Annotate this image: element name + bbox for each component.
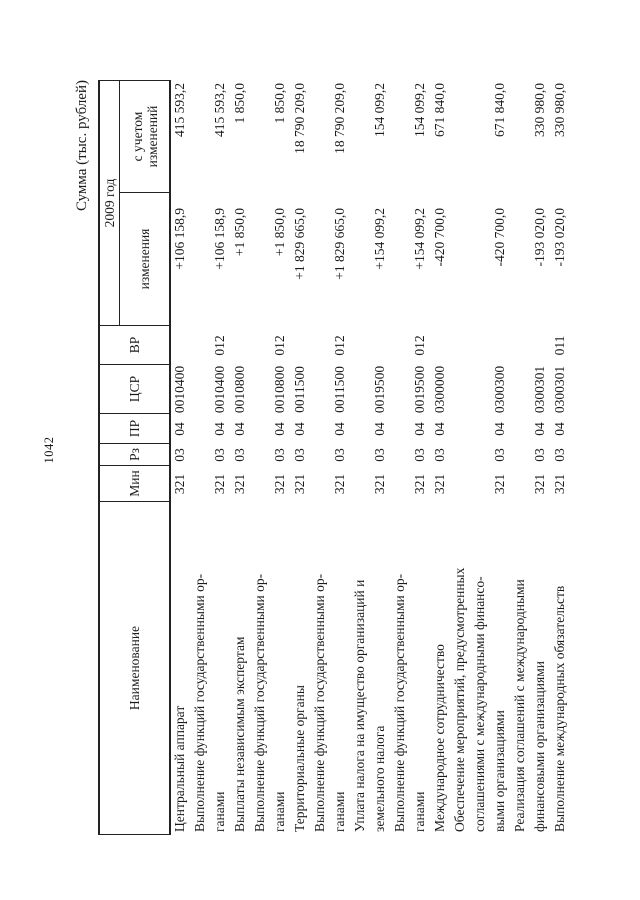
cell-vr: 012	[272, 335, 287, 356]
cell-min: 321	[552, 473, 567, 495]
cell-csr: 0010400	[212, 365, 227, 414]
header-cell-pr: ПР	[100, 414, 169, 444]
row-name-line: Реализация соглашений с международными	[512, 579, 527, 832]
table-row	[390, 80, 430, 835]
cell-min: 321	[232, 473, 247, 495]
cell-changes: +106 158,9	[172, 208, 187, 270]
cell-changes: -193 020,0	[552, 208, 567, 267]
table-row	[290, 80, 310, 835]
cell-pr: 04	[292, 422, 307, 436]
cell-pr: 04	[372, 422, 387, 436]
cell-vr: 012	[212, 335, 227, 356]
cell-min: 321	[172, 473, 187, 495]
page-number: 1042	[42, 436, 56, 464]
cell-with-changes: 330 980,0	[552, 83, 567, 137]
cell-csr: 0010800	[272, 365, 287, 414]
row-name-line: земельного налога	[372, 725, 387, 832]
cell-with-changes: 1 850,0	[272, 83, 287, 124]
cell-pr: 04	[272, 422, 287, 436]
header-cell-with-changes: с учетом изменений	[120, 80, 169, 193]
row-name-line: ганами	[412, 791, 427, 832]
row-name-line: Уплата налога на имущество организаций и	[352, 579, 367, 832]
cell-with-changes: 18 790 209,0	[292, 83, 307, 154]
row-name-line: Выплаты независимым экспертам	[232, 636, 247, 832]
header-cell-changes: изменения	[120, 193, 169, 326]
cell-rz: 03	[232, 448, 247, 462]
cell-csr: 0010400	[172, 365, 187, 414]
cell-csr: 0011500	[292, 366, 307, 413]
cell-min: 321	[492, 473, 507, 495]
table-row	[350, 80, 390, 835]
header-cell-csr: ЦСР	[100, 365, 169, 414]
cell-with-changes: 18 790 209,0	[332, 83, 347, 154]
table-row	[510, 80, 550, 835]
row-name-line: ганами	[212, 791, 227, 832]
header-cell-rz: Рз	[100, 444, 169, 466]
row-name-line: Выполнение функций государственными ор-	[192, 573, 207, 832]
cell-csr: 0300000	[432, 365, 447, 414]
header-cell-name: Наименование	[100, 502, 169, 835]
header-cell-vr: ВР	[100, 326, 169, 365]
row-name-line: Центральный аппарат	[172, 705, 187, 832]
cell-with-changes: 1 850,0	[232, 83, 247, 124]
cell-csr: 0010800	[232, 365, 247, 414]
cell-with-changes: 330 980,0	[532, 83, 547, 137]
cell-rz: 03	[432, 448, 447, 462]
cell-changes: -420 700,0	[432, 208, 447, 267]
cell-with-changes: 415 593,2	[172, 83, 187, 137]
cell-vr: 012	[412, 335, 427, 356]
cell-pr: 04	[212, 422, 227, 436]
cell-pr: 04	[332, 422, 347, 436]
row-name-line: финансовыми организациями	[532, 661, 547, 832]
cell-pr: 04	[492, 422, 507, 436]
header-cell-min: Мин	[100, 466, 169, 502]
cell-changes: +1 829 665,0	[332, 208, 347, 280]
cell-csr: 0011500	[332, 366, 347, 413]
cell-rz: 03	[172, 448, 187, 462]
cell-rz: 03	[492, 448, 507, 462]
cell-rz: 03	[412, 448, 427, 462]
table-row	[230, 80, 250, 835]
row-name-line: Выполнение функций государственными ор-	[392, 573, 407, 832]
table-row	[430, 80, 450, 835]
cell-changes: -193 020,0	[532, 208, 547, 267]
table-header	[98, 80, 171, 835]
cell-min: 321	[272, 473, 287, 495]
cell-csr: 0019500	[412, 365, 427, 414]
row-name-line: соглашениями с международными финансо-	[472, 576, 487, 832]
row-name-line: Обеспечение мероприятий, предусмотренных	[452, 567, 467, 832]
cell-changes: +154 099,2	[372, 208, 387, 270]
cell-rz: 03	[292, 448, 307, 462]
cell-min: 321	[332, 473, 347, 495]
table-row	[170, 80, 190, 835]
cell-rz: 03	[372, 448, 387, 462]
cell-rz: 03	[532, 448, 547, 462]
cell-with-changes: 671 840,0	[432, 83, 447, 137]
cell-csr: 0019500	[372, 365, 387, 414]
cell-rz: 03	[332, 448, 347, 462]
amount-units-label: Сумма (тыс. рублей)	[74, 80, 90, 212]
cell-rz: 03	[552, 448, 567, 462]
row-name-line: Выполнение международных обязательств	[552, 585, 567, 832]
cell-pr: 04	[532, 422, 547, 436]
table-row	[550, 80, 570, 835]
table-row	[310, 80, 350, 835]
row-name-line: ганами	[332, 791, 347, 832]
cell-with-changes: 671 840,0	[492, 83, 507, 137]
row-name-line: Выполнение функций государственными ор-	[312, 573, 327, 832]
cell-csr: 0300301	[532, 365, 547, 414]
cell-with-changes: 154 099,2	[372, 83, 387, 137]
cell-vr: 011	[552, 335, 567, 356]
cell-rz: 03	[212, 448, 227, 462]
table-row	[450, 80, 510, 835]
row-name-line: ганами	[272, 791, 287, 832]
cell-with-changes: 154 099,2	[412, 83, 427, 137]
table-row	[250, 80, 290, 835]
cell-pr: 04	[432, 422, 447, 436]
cell-changes: +154 099,2	[412, 208, 427, 270]
cell-pr: 04	[172, 422, 187, 436]
table-body	[170, 80, 570, 835]
cell-min: 321	[532, 473, 547, 495]
cell-min: 321	[412, 473, 427, 495]
row-name-line: выми организациями	[492, 710, 507, 832]
cell-changes: -420 700,0	[492, 208, 507, 267]
cell-min: 321	[212, 473, 227, 495]
cell-rz: 03	[272, 448, 287, 462]
row-name-line: Международное сотрудничество	[432, 644, 447, 832]
cell-min: 321	[372, 473, 387, 495]
cell-changes: +1 850,0	[232, 208, 247, 257]
row-name-line: Территориальные органы	[292, 685, 307, 832]
cell-min: 321	[432, 473, 447, 495]
table-row	[190, 80, 230, 835]
cell-changes: +1 850,0	[272, 208, 287, 257]
cell-with-changes: 415 593,2	[212, 83, 227, 137]
cell-csr: 0300300	[492, 365, 507, 414]
row-name-line: Выполнение функций государственными ор-	[252, 573, 267, 832]
cell-changes: +106 158,9	[212, 208, 227, 270]
cell-vr: 012	[332, 335, 347, 356]
cell-pr: 04	[232, 422, 247, 436]
cell-changes: +1 829 665,0	[292, 208, 307, 280]
cell-pr: 04	[552, 422, 567, 436]
cell-min: 321	[292, 473, 307, 495]
cell-pr: 04	[412, 422, 427, 436]
cell-csr: 0300301	[552, 365, 567, 414]
header-cell-year-2009: 2009 год	[100, 80, 120, 326]
